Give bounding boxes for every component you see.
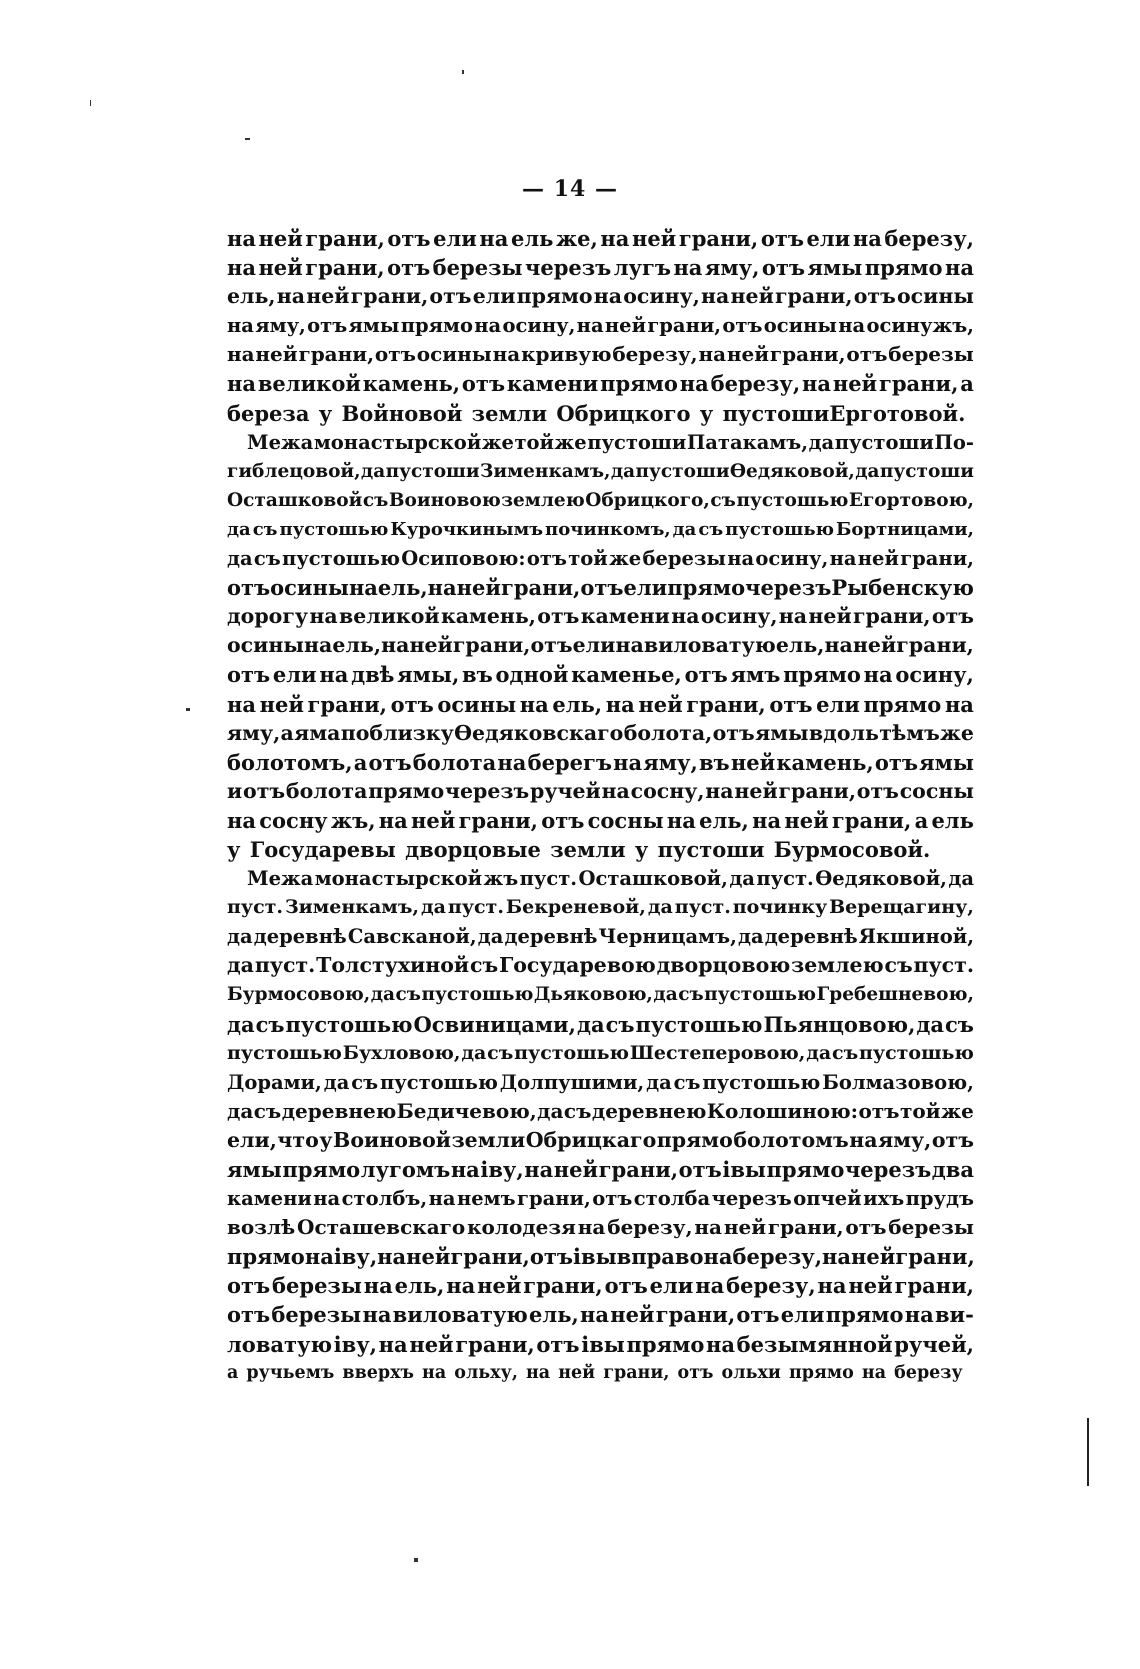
scan-speck [245,138,250,140]
text-line: отъ ели на двѣ ямы, въ одной каменье, отъ ямъ прямо на осину, [227,662,974,688]
text-line: Межа монастырской же той же пустоши Патакамъ, да пустоши По- [247,430,974,454]
text-line: дорогу на великой камень, отъ камени на осину, на ней грани, отъ [227,604,974,629]
text-line: и отъ болота прямо черезъ ручей на сосну, на ней грани, отъ сосны [227,778,974,803]
text-line: да пуст. Толстухиной съ Государевою дворцовою землею съ пуст. [227,953,974,978]
text-line: пустошью Бухловою, да съ пустошью Шестеперовою, да съ пустошью [227,1041,974,1064]
text-line: гиблецовой, да пустоши Зименкамъ, да пустоши Өедяковой, да пустоши [227,460,974,482]
text-line: прямо на іву, на ней грани, отъ івы вправо на березу, на ней грани, [227,1244,975,1270]
text-line: на великой камень, отъ камени прямо на березу, на ней грани, а [227,371,974,397]
text-line: да съ пустошью Освиницами, да съ пустошью Пьянцовою, да съ [227,1011,974,1037]
text-line: на ней грани, отъ осины на кривую березу, на ней грани, отъ березы [227,342,974,367]
text-line: отъ осины на ель, на ней грани, отъ ели прямо черезъ Рыбенскую [227,575,974,601]
scan-speck [414,1558,418,1562]
text-line: ели, что у Воиновой земли Обрицкаго прямо болотомъ на яму, отъ [227,1127,974,1152]
text-line: да съ пустошью Осиповою: отъ той же березы на осину, на ней грани, [227,547,974,571]
text-line: ловатую іву, на ней грани, отъ івы прямо на безымянной ручей, [227,1331,974,1357]
text-line: болотомъ, а отъ болота на берегъ на яму, въ ней камень, отъ ямы [227,749,974,775]
text-line: ямы прямо лугомъ на іву, на ней грани, отъ івы прямо черезъ два [227,1157,974,1182]
text-line: а ручьемъ вверхъ на ольху, на ней грани, отъ ольхи прямо на березу [227,1362,963,1383]
page-number: — 14 — [522,176,618,202]
text-line: на ней грани, отъ ели на ель же, на ней грани, отъ ели на березу, [227,226,974,251]
text-line: Межа монастырской жъ пуст. Осташковой, да пуст. Өедяковой, да [247,867,974,891]
text-line: осины на ель, на ней грани, отъ ели на виловатую ель, на ней грани, [227,633,974,658]
text-line: пуст. Зименкамъ, да пуст. Бекреневой, да пуст. починку Верещагину, [227,896,974,919]
text-line: ель, на ней грани, отъ ели прямо на осину, на ней грани, отъ осины [227,284,974,309]
text-line: камени на столбъ, на немъ грани, отъ столба черезъ опчей ихъ прудъ [227,1187,974,1211]
text-line: отъ березы на виловатую ель, на ней грани, отъ ели прямо на ви- [227,1302,974,1328]
text-line: на ней грани, отъ осины на ель, на ней грани, отъ ели прямо на [227,691,974,717]
text-line: да съ деревнею Бедичевою, да съ деревнею Колошиною: отъ той же [227,1098,974,1123]
text-line: да съ пустошью Курочкинымъ починкомъ, да съ пустошью Бортницами, [227,518,974,540]
text-line: береза у Войновой земли Обрицкого у пустошиЕрготовой. [227,400,966,426]
text-line: яму, а яма поблизку Өедяковскаго болота, отъ ямы вдоль тѣмъ же [227,720,974,745]
text-line: Бурмосовою, да съ пустошью Дьяковою, да съ пустошью Гребешневою, [227,984,974,1006]
scan-speck [90,100,91,106]
text-line: на яму, отъ ямы прямо на осину, на ней грани, отъ осины на осинужъ, [227,314,974,338]
text-line: Дорами, да съ пустошью Долпушими, да съ пустошью Болмазовою, [227,1070,974,1094]
scan-speck [462,70,464,74]
text-line: отъ березы на ель, на ней грани, отъ ели на березу, на ней грани, [227,1273,974,1299]
text-line: Осташковой съ Воиновою землею Обрицкого, съ пустошью Егортовою, [227,489,974,511]
text-line: на сосну жъ, на ней грани, отъ сосны на ель, на ней грани, а ель [227,807,974,833]
text-line: да деревнѣ Савсканой, да деревнѣ Черницамъ, да деревнѣ Якшиной, [227,925,974,949]
scan-edge-mark [1087,1418,1089,1486]
body-text [227,224,974,1388]
text-line: на ней грани, отъ березы черезъ лугъ на яму, отъ ямы прямо на [227,255,974,281]
text-line: у Государевы дворцовые земли у пустоши Бурмосовой. [227,836,931,862]
scan-speck [186,708,190,711]
text-line: возлѣ Осташевскаго колодезя на березу, на ней грани, отъ березы [227,1215,974,1240]
